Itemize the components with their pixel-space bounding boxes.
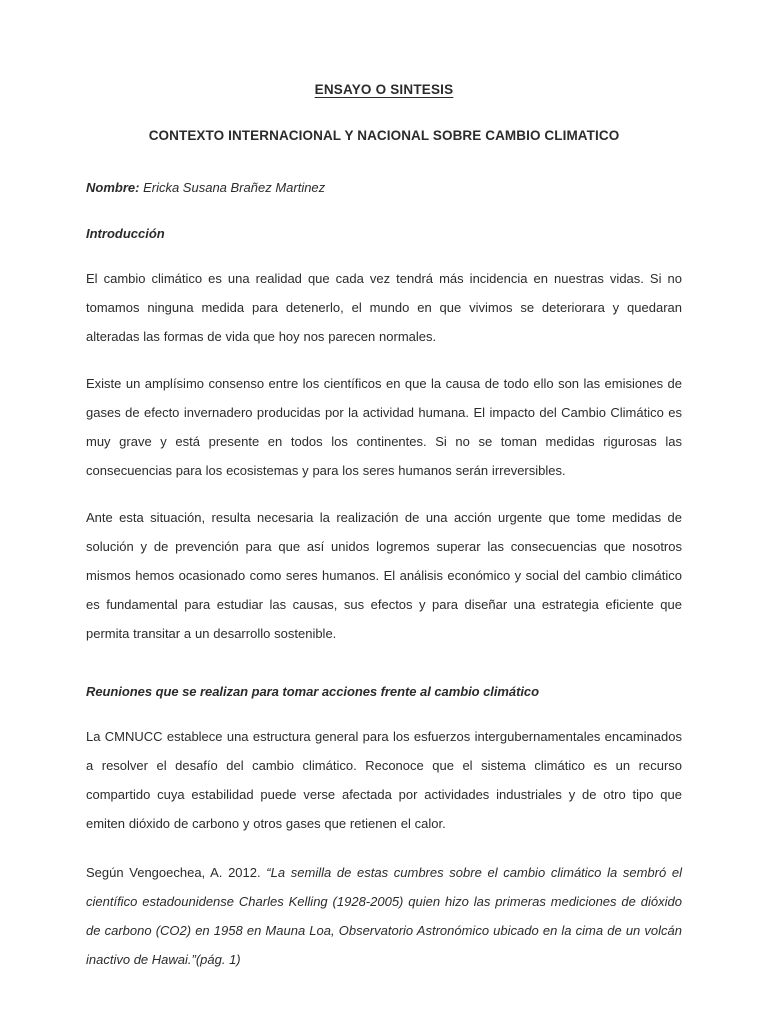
page-title-text: ENSAYO O SINTESIS [314,82,454,97]
document-subtitle: CONTEXTO INTERNACIONAL Y NACIONAL SOBRE CAMBIO CLIMATICO [148,128,620,143]
section-heading-reuniones: Reuniones que se realizan para tomar acciones frente al cambio climático [86,684,540,699]
paragraph-reuniones-1: La CMNUCC establece una estructura general para los esfuerzos intergubernamentales encaminados a resolver el desafío del cambio climático. Reconoce que el sistema climático es un recurso compartido cuya estabilidad puede verse afectada por actividades industriales y de otro tipo que emiten dióxido de carbono y otros gases que retienen el calor. [86,729,682,831]
document-body [86,80,682,974]
citation-source: Según Vengoechea, A. 2012. [86,865,267,880]
author-name: Ericka Susana Brañez Martinez [143,180,326,195]
author-label: Nombre: [86,180,140,195]
citation-quote: “La semilla de estas cumbres sobre el cambio climático la sembró el científico estadounidense Charles Kelling (1928-2005) quien hizo las primeras mediciones de dióxido de carbono (CO2) en 1958 en Mauna Loa, Observatorio Astronómico ubicado en la cima de un volcán inactivo de Hawai.”(pág. 1) [86,865,683,967]
author-line [86,178,682,198]
page-title [86,80,682,100]
paragraph-intro-2: Existe un amplísimo consenso entre los científicos en que la causa de todo ello son las emisiones de gases de efecto invernadero producidas por la actividad humana. El impacto del Cambio Climático es muy grave y está presente en todos los continentes. Si no se toman medidas rigurosas las consecuencias para los ecosistemas y para los seres humanos serán irreversibles. [86,376,682,478]
paragraph-intro-3: Ante esta situación, resulta necesaria la realización de una acción urgente que tome medidas de solución y de prevención para que así unidos logremos superar las consecuencias que nosotros mismos hemos ocasionado como seres humanos. El análisis económico y social del cambio climático es fundamental para estudiar las causas, sus efectos y para diseñar una estrategia eficiente que permita transitar a un desarrollo sostenible. [86,510,682,641]
section-heading-introduccion: Introducción [86,226,165,241]
paragraph-intro-1: El cambio climático es una realidad que cada vez tendrá más incidencia en nuestras vidas. Si no tomamos ninguna medida para detenerlo, el mundo en que vivimos se deteriorara y quedaran alteradas las formas de vida que hoy nos parecen normales. [86,271,682,344]
citation-block [86,858,682,974]
